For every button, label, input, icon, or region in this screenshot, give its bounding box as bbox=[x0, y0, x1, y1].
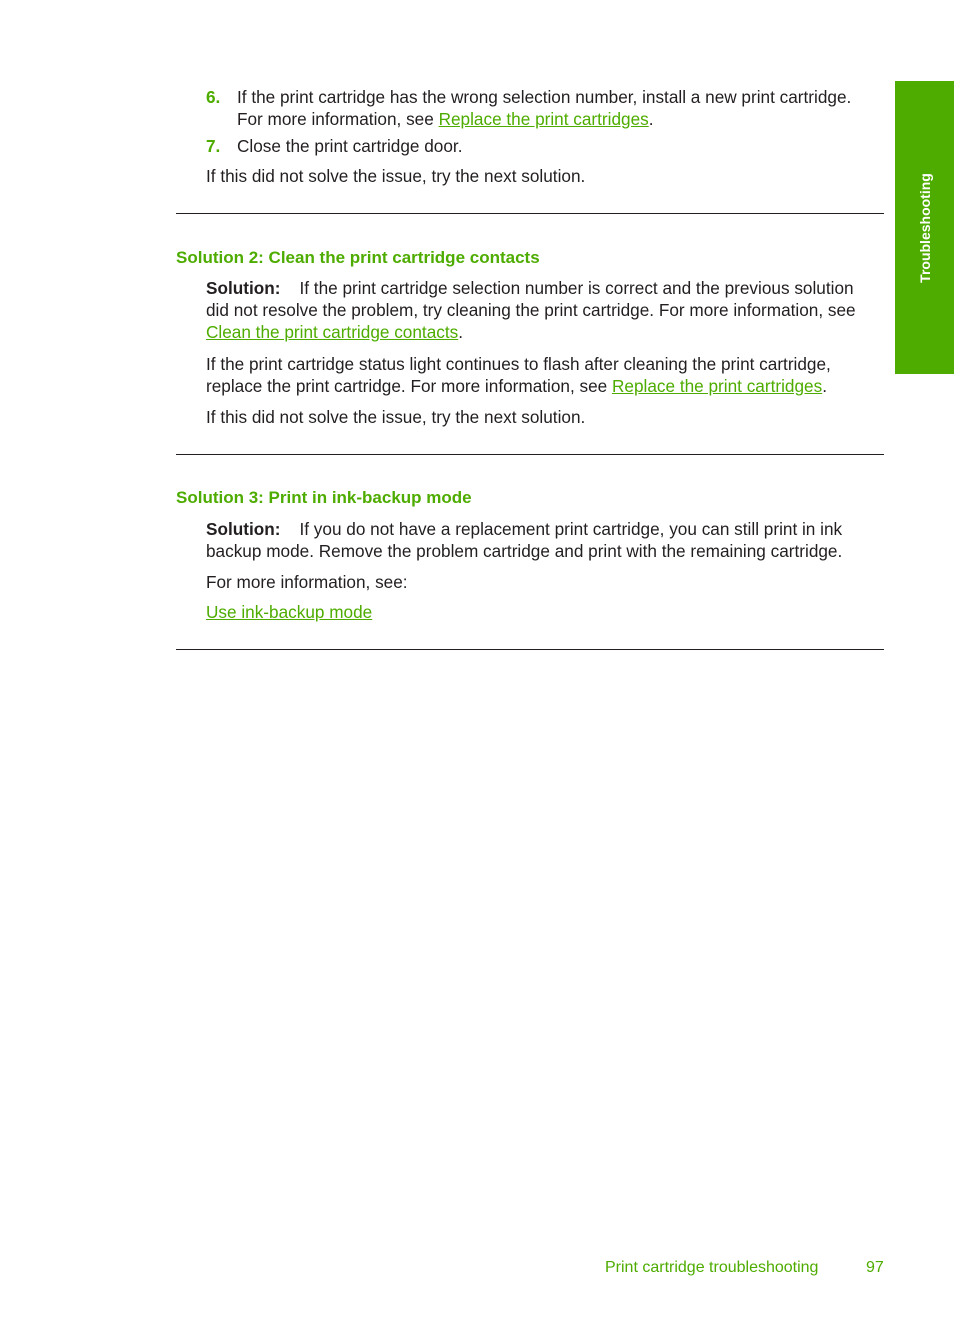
paragraph-line bbox=[206, 375, 886, 397]
step-text-suffix: . bbox=[648, 109, 654, 129]
page-number: 97 bbox=[866, 1259, 884, 1276]
solution-2-heading: Solution 2: Clean the print cartridge contacts bbox=[176, 248, 540, 267]
paragraph-line bbox=[206, 321, 886, 343]
paragraph-text: If you do not have a replacement print cartridge, you can still print in ink bbox=[299, 519, 843, 539]
paragraph-line: If the print cartridge status light continues to flash after cleaning the print cartridge, bbox=[206, 354, 831, 374]
paragraph-line bbox=[206, 518, 886, 540]
step-line: If the print cartridge has the wrong selection number, install a new print cartridge. bbox=[237, 87, 852, 107]
paragraph-suffix: . bbox=[822, 376, 827, 396]
next-solution-text: If this did not solve the issue, try the next solution. bbox=[206, 166, 586, 186]
side-tab bbox=[895, 81, 954, 374]
footer-section-title: Print cartridge troubleshooting bbox=[605, 1259, 819, 1276]
paragraph-text: If the print cartridge selection number is correct and the previous solution bbox=[299, 278, 854, 298]
paragraph-text: replace the print cartridge. For more information, see bbox=[206, 376, 612, 396]
divider bbox=[176, 213, 884, 214]
step-text-prefix: For more information, see bbox=[237, 109, 439, 129]
solution-3-heading: Solution 3: Print in ink-backup mode bbox=[176, 488, 472, 507]
clean-contacts-link[interactable]: Clean the print cartridge contacts bbox=[206, 322, 459, 342]
step-line bbox=[237, 108, 851, 130]
divider bbox=[176, 649, 884, 650]
solution-2-paragraph bbox=[206, 277, 886, 343]
next-solution-text: If this did not solve the issue, try the next solution. bbox=[206, 407, 586, 427]
paragraph-line: did not resolve the problem, try cleaning the print cartridge. For more information, see bbox=[206, 300, 856, 320]
solution-label: Solution: bbox=[206, 519, 281, 539]
solution-3-paragraph bbox=[206, 518, 886, 562]
solution-label: Solution: bbox=[206, 278, 281, 298]
paragraph-line bbox=[206, 277, 886, 299]
step-text: Close the print cartridge door. bbox=[237, 136, 463, 156]
step-number: 6. bbox=[206, 87, 221, 107]
step-number: 7. bbox=[206, 136, 221, 156]
more-info-text: For more information, see: bbox=[206, 572, 408, 592]
side-tab-label: Troubleshooting bbox=[916, 172, 933, 283]
link-row bbox=[206, 601, 886, 623]
replace-cartridges-link[interactable]: Replace the print cartridges bbox=[438, 109, 649, 129]
replace-cartridges-link[interactable]: Replace the print cartridges bbox=[612, 376, 823, 396]
divider bbox=[176, 454, 884, 455]
ink-backup-mode-link[interactable]: Use ink-backup mode bbox=[206, 602, 373, 622]
paragraph-suffix: . bbox=[458, 322, 463, 342]
solution-2-paragraph-2 bbox=[206, 353, 886, 397]
paragraph-line: backup mode. Remove the problem cartridge and print with the remaining cartridge. bbox=[206, 541, 843, 561]
step-text bbox=[237, 86, 851, 130]
